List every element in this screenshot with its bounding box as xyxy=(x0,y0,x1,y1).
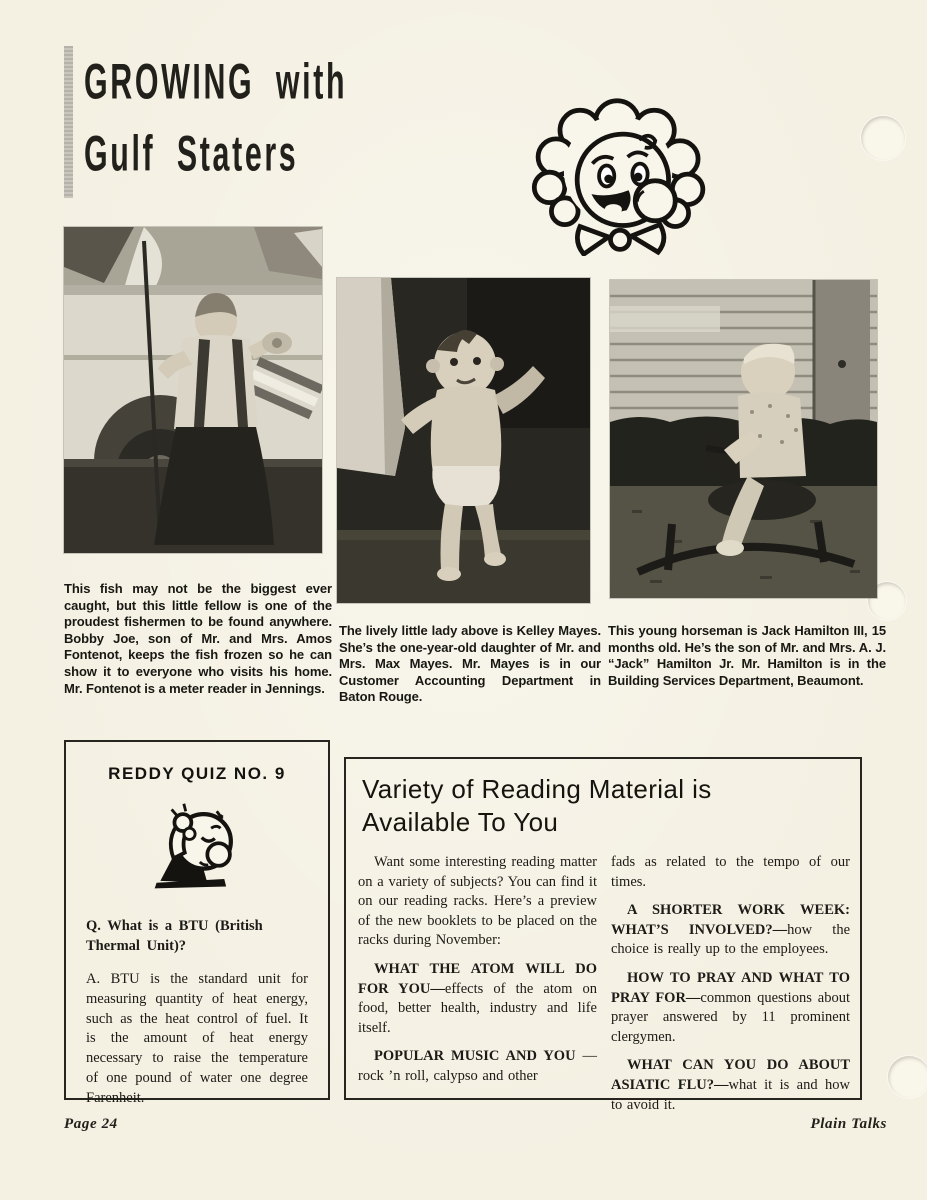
footer-page-number: Page 24 xyxy=(64,1116,118,1132)
page-title-line-2: Gulf Staters xyxy=(84,125,299,182)
photo-caption: This young horseman is Jack Hamilton III, 15 months old. He’s the son of Mr. and Mrs. A. J. “Jack” Hamilton Jr. Mr. Hamilton is in the Building Services Department, Beaumont. xyxy=(608,623,886,688)
punch-hole xyxy=(888,1056,927,1098)
photo-baby-walking xyxy=(337,278,590,603)
photo-boy-with-fish xyxy=(64,227,322,553)
article-title xyxy=(362,773,860,839)
article-body xyxy=(358,853,850,1124)
masthead-accent-bar xyxy=(64,46,73,198)
page-title-line-1: GROWING with xyxy=(84,53,348,110)
quiz-answer: A. BTU is the standard unit for measuring quantity of heat energy, such as the heat control of fuel. It is the amount of heat energy necessary to raise the temperature of one pound of water one degree Farenheit. xyxy=(86,971,308,1106)
bonnet-baby-illustration xyxy=(522,96,718,256)
article-paragraph: Want some interesting reading matter on a variety of subjects? You can find it on our reading racks. Here’s a preview of the new booklets to be placed on the racks during November: xyxy=(358,854,597,949)
article-paragraph: WHAT THE ATOM WILL DO FOR YOU—effects of the atom on food, better health, industry and life itself. xyxy=(358,960,597,1036)
article-paragraph: POPULAR MUSIC AND YOU —rock ’n roll, calypso and other xyxy=(358,1048,598,1084)
photo-caption: This fish may not be the biggest ever caught, but this little fellow is one of the proudest fishermen to be found anywhere. Bobby Joe, son of Mr. and Mrs. Amos Fontenot, keeps the fish frozen so he can show it to everyone who visits his home. Mr. Fontenot is a meter reader in Jennings. xyxy=(64,581,332,696)
article-column-left xyxy=(358,853,597,1124)
quiz-question: Q. What is a BTU (British Thermal Unit)? xyxy=(86,918,263,954)
article-paragraph: WHAT CAN YOU DO ABOUT ASIATIC FLU?—what it is and how to avoid it. xyxy=(611,1057,851,1113)
reddy-quiz-box xyxy=(64,740,330,1106)
article-title-line-1: Variety of Reading Material is xyxy=(362,774,712,804)
photo-baby-rocking-horse xyxy=(610,280,877,598)
article-column-right xyxy=(611,853,850,1124)
reading-material-article-box xyxy=(344,757,862,1113)
quiz-mascot-illustration xyxy=(145,800,249,894)
article-paragraph: HOW TO PRAY AND WHAT TO PRAY FOR—common questions about prayer answered by 11 prominent clergymen. xyxy=(611,969,850,1045)
article-paragraph: A SHORTER WORK WEEK: WHAT’S INVOLVED?—how the choice is really up to the employees. xyxy=(611,902,850,958)
article-paragraph: fads as related to the tempo of our times. xyxy=(611,854,850,890)
article-title-line-2: Available To You xyxy=(362,807,559,837)
punch-hole xyxy=(861,116,905,160)
footer-publication-name: Plain Talks xyxy=(810,1116,887,1132)
photo-caption: The lively little lady above is Kelley Mayes. She’s the one-year-old daughter of Mr. and Mrs. Max Mayes. Mr. Mayes is in our Customer Accounting Department in Baton Rouge. xyxy=(339,623,601,705)
quiz-title: REDDY QUIZ NO. 9 xyxy=(108,764,286,783)
